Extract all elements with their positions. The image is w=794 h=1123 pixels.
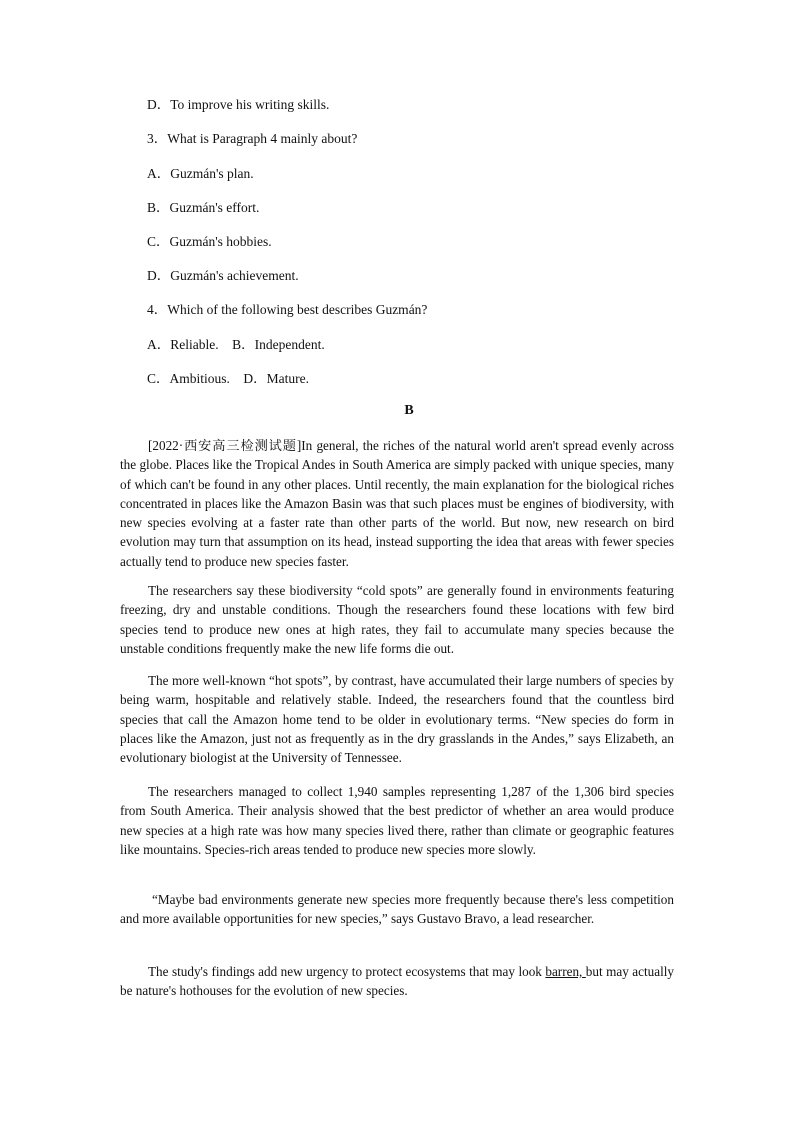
question-3-stem: 3．What is Paragraph 4 mainly about? [147,131,358,146]
question-3-option-c: C．Guzmán's hobbies. [147,234,272,249]
question-4-options-ab: A．Reliable. B．Independent. [147,337,325,352]
paragraph-6-text-start: The study's findings add new urgency to protect ecosystems that may look [148,964,546,979]
question-3-option-d: D．Guzmán's achievement. [147,268,299,283]
passage-paragraph-2: The researchers say these biodiversity “cold spots” are generally found in environments featuring freezing, dry and unstable conditions. Though the researchers found these locations with few bird species tend to produce new ones at high rates, they fail to accumulate many species because the unstable conditions frequently make the new life forms die out. [120,583,674,656]
passage-paragraph-1: [2022·西安高三检测试题]In general, the riches of the natural world aren't spread evenly across the globe. Places like the Tropical Andes in South America are simply packed with unique species, many of which can't be found in any other places. Until recently, the main explanation for the biological riches concentrated in places like the Amazon Basin was that such places must be engines of biodiversity, with new species evolving at a faster rate than other parts of the world. But now, new research on bird evolution may turn that assumption on its head, instead supporting the idea that areas with fewer species actually tend to produce new species faster. [120,438,674,569]
passage-paragraph-4: The researchers managed to collect 1,940 samples representing 1,287 of the 1,306 bird species from South America. Their analysis showed that the best predictor of whether an area would produce new species at a high rate was how many species lived there, rather than climate or geographic features like mountains. Species-rich areas tended to produce new species more slowly. [120,784,674,857]
paragraph-6-text-end: but may actually be nature's hothouses for the evolution of new species. [120,964,674,999]
option-d-q2: D．To improve his writing skills. [147,97,330,112]
question-4-stem: 4．Which of the following best describes Guzmán? [147,302,428,317]
question-3-option-b: B．Guzmán's effort. [147,200,260,215]
question-4-options-cd: C．Ambitious. D．Mature. [147,371,309,386]
passage-paragraph-6 [120,962,674,1001]
underlined-word-barren: barren, [545,964,586,979]
question-3-option-a: A．Guzmán's plan. [147,166,254,181]
section-b-title: B [404,403,414,418]
passage-paragraph-5: “Maybe bad environments generate new species more frequently because there's less competition and more available opportunities for new species,” says Gustavo Bravo, a lead researcher. [120,892,674,927]
passage-paragraph-3: The more well-known “hot spots”, by contrast, have accumulated their large numbers of species by being warm, hospitable and relatively stable. Indeed, the researchers found that the countless bird species that call the Amazon home tend to be older in evolutionary terms. “New species do form in places like the Amazon, just not as frequently as in the dry grasslands in the Andes,” says Elizabeth, an evolutionary biologist at the University of Tennessee. [120,673,674,766]
